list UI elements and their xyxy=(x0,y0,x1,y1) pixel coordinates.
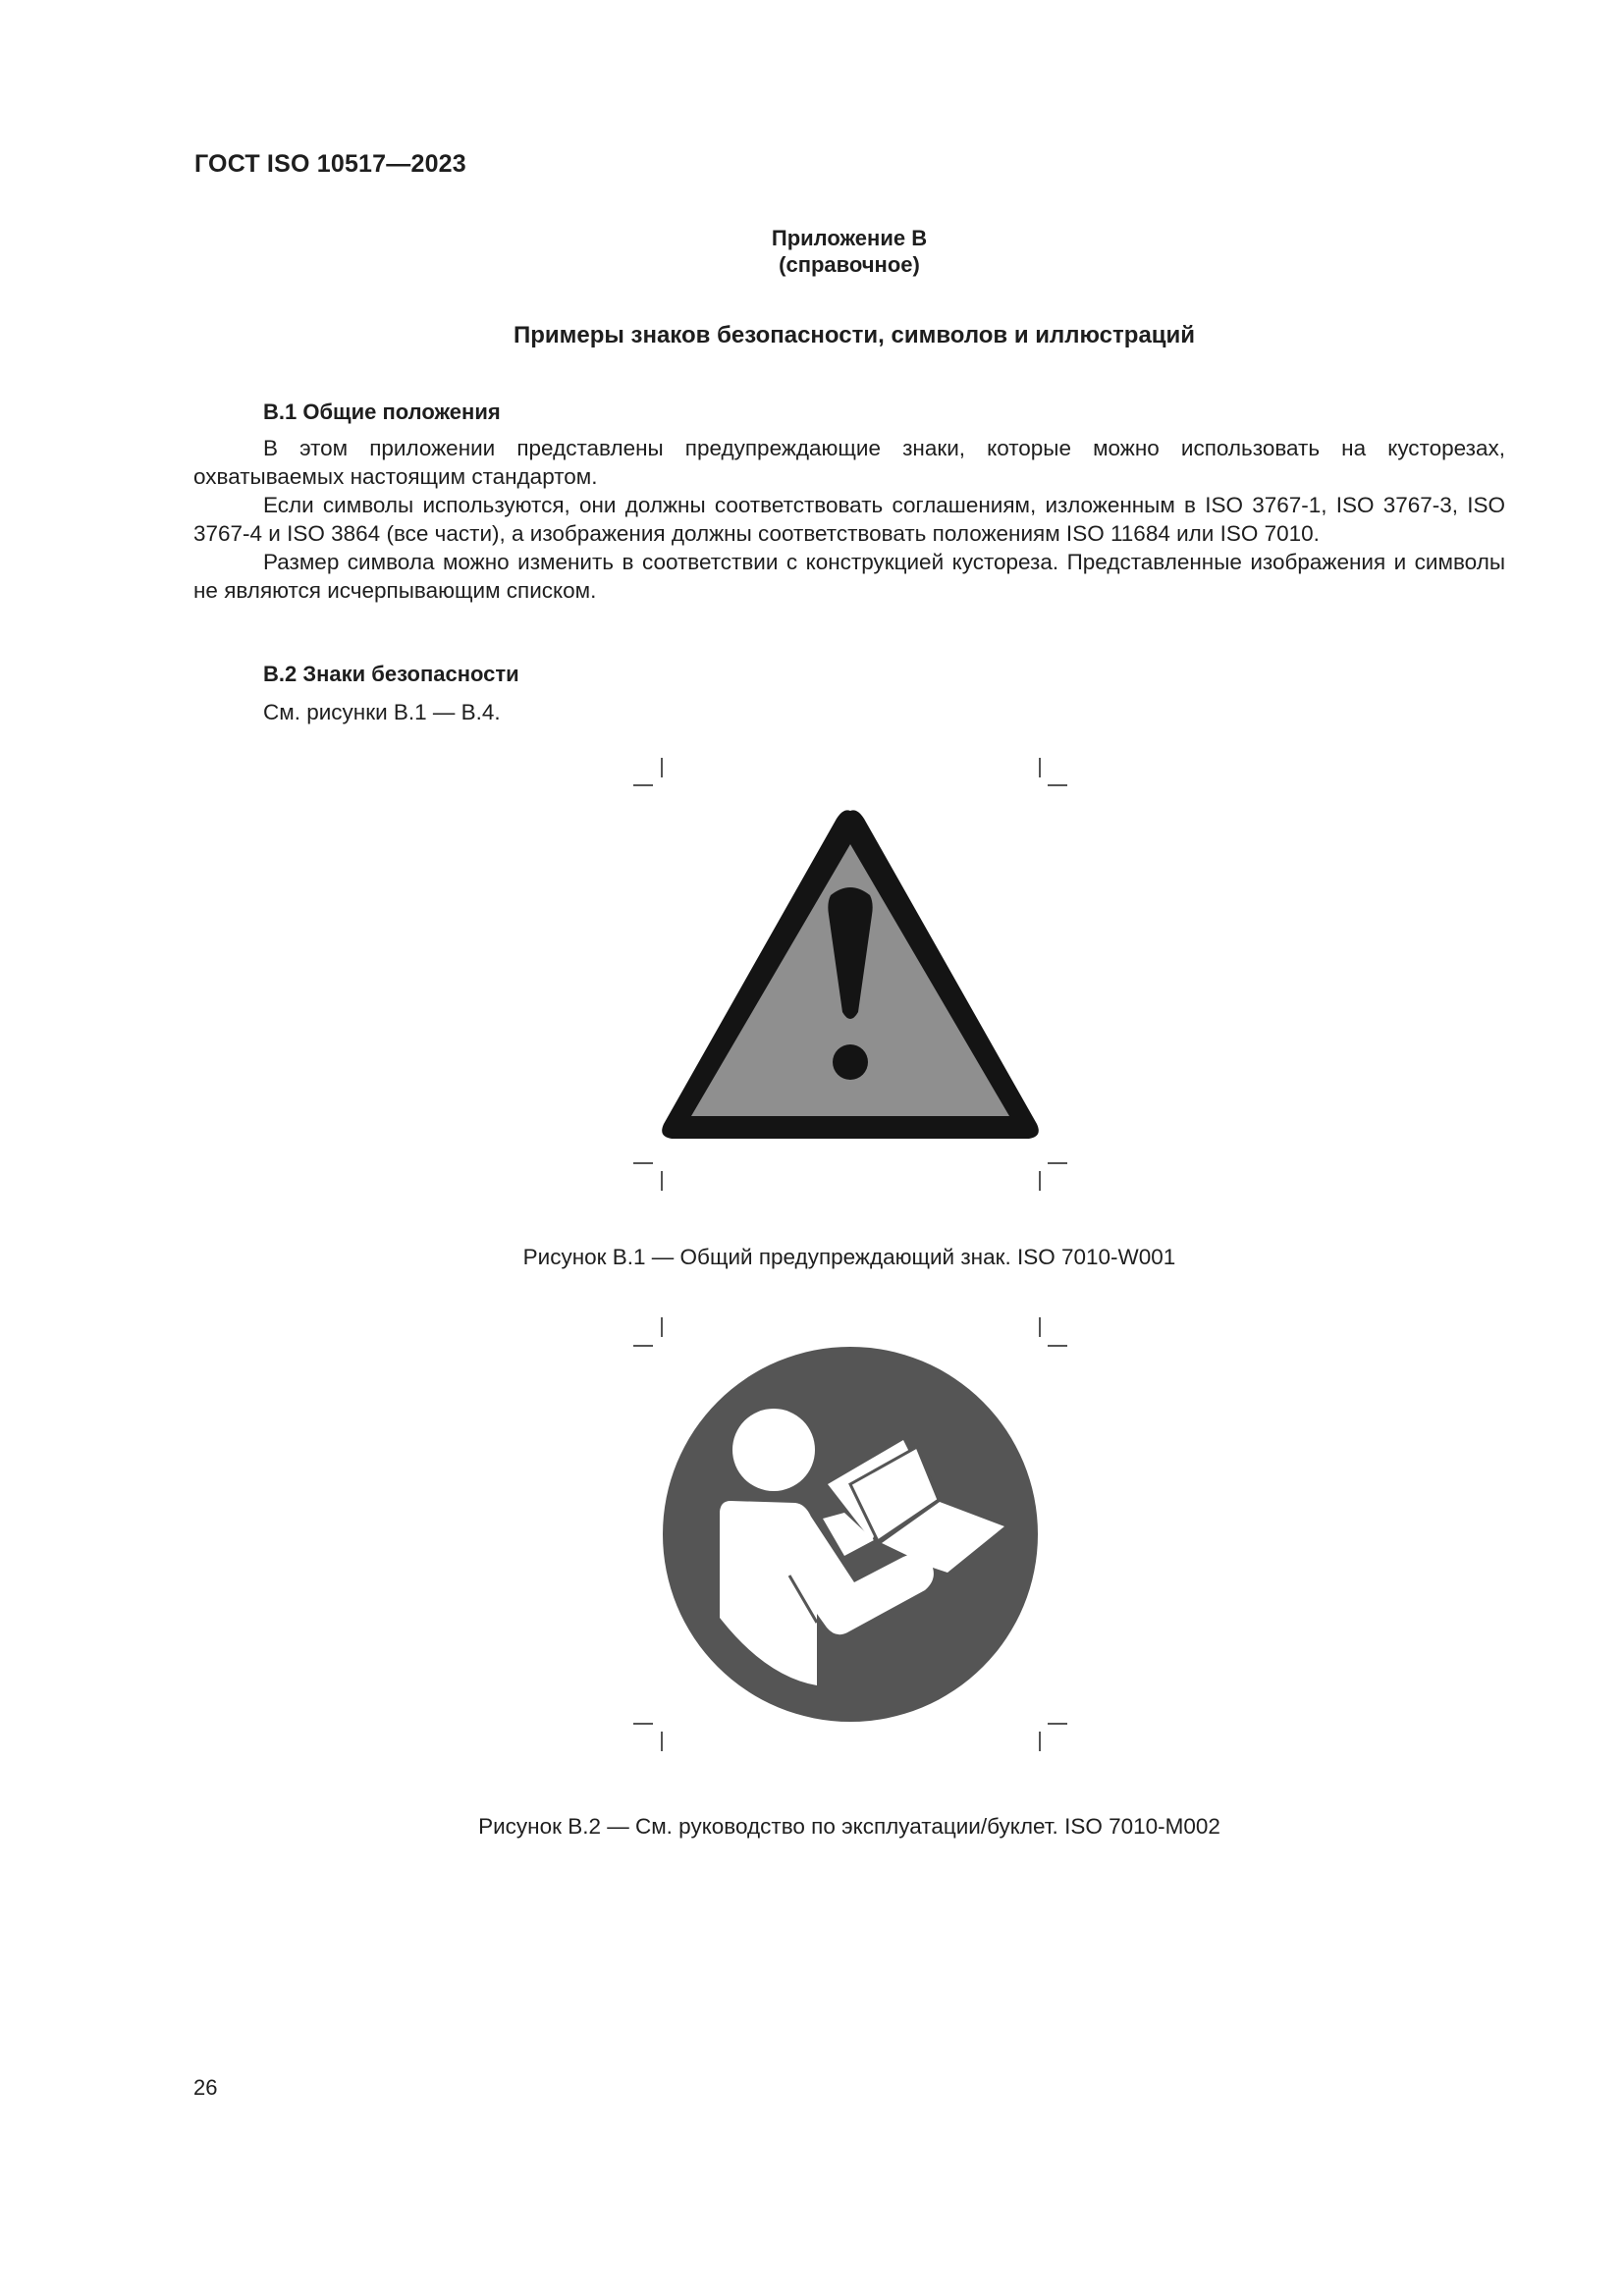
paragraph: Размер символа можно изменить в соответствии с конструкцией кустореза. Представленные изображения и символы не являются исчерпывающим списком. xyxy=(193,550,1505,603)
paragraph: Если символы используются, они должны соответствовать соглашениям, изложенным в ISO 3767-1, ISO 3767-3, ISO 3767-4 и ISO 3864 (все части), а изображения должны соответствовать положениям ISO 11684 или ISO 7010. xyxy=(193,493,1505,546)
annex-status: (справочное) xyxy=(779,252,920,277)
section-heading-b1: В.1 Общие положения xyxy=(263,400,501,424)
section-b1-body xyxy=(193,434,1505,605)
paragraph: В этом приложении представлены предупреждающие знаки, которые можно использовать на кусторезах, охватываемых настоящим стандартом. xyxy=(193,436,1505,489)
annex-label: Приложение В xyxy=(771,226,928,250)
section-heading-b2: В.2 Знаки безопасности xyxy=(263,662,519,686)
annex-heading xyxy=(0,225,1624,278)
page-number: 26 xyxy=(193,2075,218,2100)
annex-title: Примеры знаков безопасности, символов и иллюстраций xyxy=(513,322,1196,348)
read-manual-icon xyxy=(609,1315,1080,1787)
figure-b2-caption: Рисунок В.2 — См. руководство по эксплуатации/буклет. ISO 7010-M002 xyxy=(478,1814,1220,1839)
document-code: ГОСТ ISO 10517—2023 xyxy=(194,150,466,178)
figure-reference-text: См. рисунки В.1 — В.4. xyxy=(263,700,501,724)
figure-b1-caption: Рисунок В.1 — Общий предупреждающий знак. ISO 7010-W001 xyxy=(522,1245,1176,1269)
general-warning-triangle-icon xyxy=(658,805,1043,1144)
